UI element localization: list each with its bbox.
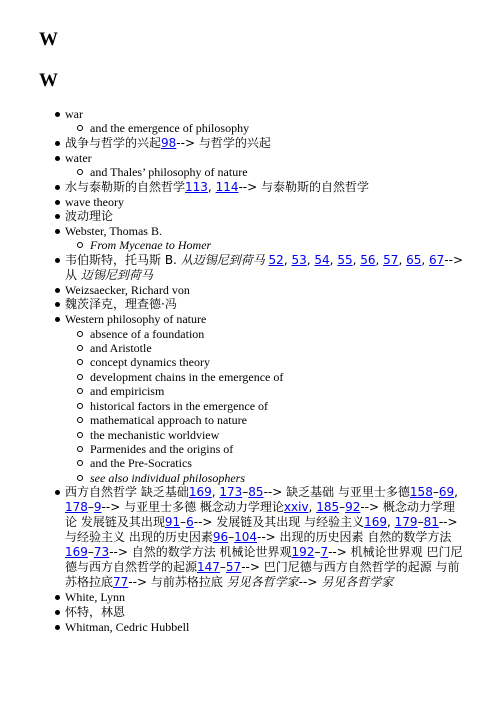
sub-list	[65, 238, 465, 252]
entry-text: 西方自然哲学 缺乏基础	[65, 485, 189, 500]
page-link[interactable]: 98	[161, 135, 177, 150]
entry-text: --> 缺乏基础 与亚里士多德	[263, 485, 410, 500]
page-link[interactable]: 113	[185, 179, 208, 194]
page-link[interactable]: 169	[364, 515, 388, 530]
entry-tail-italic: 迈锡尼到荷马	[80, 267, 153, 282]
page-link[interactable]: 56	[360, 252, 376, 267]
index-entry-cjk	[65, 297, 465, 312]
index-entry-cjk	[65, 136, 465, 151]
index-entry-cjk: 水与泰勒斯的自然哲学113, 114--> 与泰勒斯的自然哲学	[65, 180, 465, 195]
entry-tail: --> 从	[65, 252, 463, 282]
page-link[interactable]: 77	[113, 575, 129, 590]
entry-term: Webster, Thomas B.	[65, 224, 162, 239]
index-list	[65, 107, 465, 634]
index-entry-cjk	[65, 605, 465, 620]
sub-entry: development chains in the emergence of	[65, 370, 465, 384]
entry-term-cjk: 魏茨泽克，理查德·冯	[65, 297, 177, 312]
book-title-cjk: 从迈锡尼到荷马	[180, 252, 265, 267]
page-link[interactable]: 57	[383, 252, 399, 267]
entry-text: --> 机械论世界观 巴门尼德与西方自然哲学的起源	[65, 545, 463, 575]
entry-term: war	[65, 107, 83, 121]
sub-entry: Parmenides and the origins of	[65, 442, 465, 456]
page-link[interactable]: 85	[248, 485, 264, 500]
page-link[interactable]: 73	[93, 545, 110, 560]
index-entry	[65, 107, 465, 136]
entry-text: --> 发展链及其出现 与经验主义	[193, 515, 365, 530]
page-link[interactable]: 91	[164, 515, 181, 530]
entry-text: -->	[298, 575, 322, 590]
sub-entry	[65, 238, 465, 252]
index-entry	[65, 224, 465, 253]
entry-term-cjk: 水与泰勒斯的自然哲学	[65, 179, 186, 194]
index-entry	[65, 312, 465, 485]
entry-term: Western philosophy of nature	[65, 312, 207, 327]
sub-entry: historical factors in the emergence of	[65, 399, 465, 413]
sub-entry: mathematical approach to nature	[65, 413, 465, 427]
sub-entry: and the Pre-Socratics	[65, 456, 465, 470]
page-link[interactable]: 7	[320, 545, 329, 560]
entry-term: water	[65, 150, 92, 165]
entry-term: Whitman, Cedric Hubbell	[65, 619, 190, 634]
entry-term: wave theory	[65, 194, 124, 209]
page-link[interactable]: 65	[406, 252, 422, 267]
index-entry	[65, 590, 465, 604]
sub-entry: and Aristotle	[65, 341, 465, 355]
see-also-cjk: 另见各哲学家	[321, 575, 394, 590]
page-link[interactable]: 67	[429, 252, 445, 267]
page-link[interactable]: 147	[197, 560, 220, 575]
index-entry	[65, 283, 465, 297]
entry-text: --> 与亚里士多德 概念动力学理论	[101, 500, 284, 515]
sub-entry: the mechanistic worldview	[65, 428, 465, 442]
sub-list	[65, 327, 465, 485]
page-link[interactable]: 178	[65, 500, 88, 515]
page-link[interactable]: 92	[345, 500, 361, 515]
index-entry	[65, 151, 465, 180]
sub-list	[65, 121, 465, 135]
entry-text: --> 与前苏格拉底	[128, 575, 223, 590]
page-link[interactable]: 179	[394, 515, 418, 530]
letter-heading: W	[39, 29, 58, 50]
page-link[interactable]: 96	[212, 530, 229, 545]
entry-tail: --> 与泰勒斯的自然哲学	[238, 179, 369, 194]
index-entry-cjk-long: 西方自然哲学 缺乏基础169, 173–85--> 缺乏基础 与亚里士多德158–69, 178–9--> 与亚里士多德 概念动力学理论xxiv, 185–92--> 概念动力学理论 发展链及其出现91–6--> 发展链及其出现 与经验主义169, 179–81--> 与经验主义 出现的历史因素96–104--> 出现的历史因素 自然的数学方法169–73--> 自然的数学方法 机械论世界观192–7--> 机械论世界观 巴门尼德与西方自然哲学的起源147–57--> 巴门尼德与西方自然哲学的起源 与前苏格拉底77--> 与前苏格拉底 另见各哲学家--> 另见各哲学家	[65, 485, 465, 590]
entry-term-cjk: 战争与哲学的兴起	[65, 135, 162, 150]
page-link[interactable]: 54	[314, 252, 330, 267]
page-link[interactable]: 192	[291, 545, 315, 560]
entry-term-cjk: 怀特，林恩	[65, 604, 126, 619]
page-link[interactable]: 53	[291, 252, 307, 267]
entry-text: --> 自然的数学方法 机械论世界观	[109, 545, 292, 560]
sub-list	[65, 165, 465, 179]
page-link[interactable]: 114	[215, 179, 239, 194]
page-link[interactable]: 9	[93, 500, 102, 515]
see-also: see also individual philosophers	[90, 470, 245, 485]
page-link[interactable]: 104	[234, 530, 258, 545]
entry-text: --> 出现的历史因素 自然的数学方法	[257, 530, 452, 545]
sub-entry: absence of a foundation	[65, 327, 465, 341]
page-link[interactable]: 169	[65, 545, 88, 560]
entry-term-cjk: 韦伯斯特，托马斯 B.	[65, 252, 177, 267]
see-also-cjk: 另见各哲学家	[226, 575, 299, 590]
entry-text: --> 与经验主义 出现的历史因素	[65, 515, 458, 545]
index-entry-cjk: 韦伯斯特，托马斯 B. 从迈锡尼到荷马 52, 53, 54, 55, 56, 57, 65, 67--> 从 迈锡尼到荷马	[65, 252, 463, 282]
page-link[interactable]: 185	[316, 500, 340, 515]
entry-term-cjk: 波动理论	[65, 209, 114, 224]
page-link[interactable]: 52	[268, 252, 284, 267]
page-link[interactable]: 57	[225, 560, 242, 575]
sub-entry: and empiricism	[65, 384, 465, 398]
sub-entry: and Thales’ philosophy of nature	[65, 165, 465, 179]
sub-entry	[65, 471, 465, 485]
entry-term: White, Lynn	[65, 590, 125, 605]
index-entry-cjk	[65, 209, 465, 224]
book-title: From Mycenae to Homer	[90, 238, 212, 253]
page-link[interactable]: 158	[409, 485, 433, 500]
page-link[interactable]: 55	[337, 252, 353, 267]
page-link[interactable]: xxiv	[283, 500, 309, 515]
entry-text: --> 概念动力学理论 发展链及其出现	[65, 500, 455, 530]
page-link[interactable]: 173	[219, 485, 243, 500]
page-link[interactable]: 169	[188, 485, 212, 500]
entry-term: Weizsaecker, Richard von	[65, 282, 190, 297]
index-entry	[65, 620, 465, 634]
entry-tail: --> 与哲学的兴起	[176, 135, 271, 150]
sub-entry: and the emergence of philosophy	[65, 121, 465, 135]
entry-text: --> 巴门尼德与西方自然哲学的起源 与前苏格拉底	[65, 560, 460, 590]
page-link[interactable]: 81	[423, 515, 439, 530]
sub-entry: concept dynamics theory	[65, 355, 465, 369]
letter-heading-secondary: W	[39, 70, 58, 91]
index-entry	[65, 195, 465, 209]
page-link[interactable]: 69	[438, 485, 455, 500]
page-link[interactable]: 6	[186, 515, 194, 530]
